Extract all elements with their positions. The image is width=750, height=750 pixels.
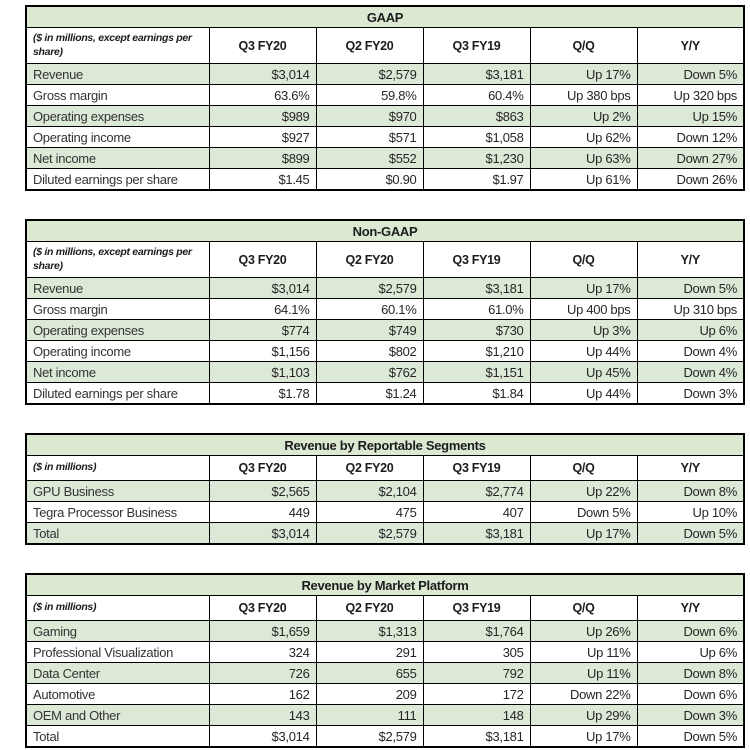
row-label: Operating expenses <box>26 320 209 341</box>
column-header: Q/Q <box>530 242 637 278</box>
column-header: Q3 FY20 <box>209 28 316 64</box>
table-header-row <box>26 596 744 621</box>
table-row <box>26 299 744 320</box>
cell-value: Up 17% <box>530 726 637 748</box>
cell-value: 64.1% <box>209 299 316 320</box>
table-row <box>26 502 744 523</box>
column-header: Y/Y <box>637 596 744 621</box>
row-label: Operating income <box>26 127 209 148</box>
row-label: Gaming <box>26 621 209 642</box>
cell-value: 60.4% <box>423 85 530 106</box>
cell-value: Up 44% <box>530 383 637 405</box>
cell-value: $863 <box>423 106 530 127</box>
cell-value: $2,579 <box>316 64 423 85</box>
row-label: Net income <box>26 148 209 169</box>
cell-value: $3,181 <box>423 278 530 299</box>
cell-value: Up 400 bps <box>530 299 637 320</box>
cell-value: $749 <box>316 320 423 341</box>
cell-value: Up 6% <box>637 320 744 341</box>
unit-note: ($ in millions) <box>26 456 209 481</box>
cell-value: Up 2% <box>530 106 637 127</box>
table-row <box>26 106 744 127</box>
table-row <box>26 169 744 191</box>
table-row <box>26 64 744 85</box>
cell-value: $3,181 <box>423 523 530 545</box>
cell-value: 162 <box>209 684 316 705</box>
row-label: Diluted earnings per share <box>26 383 209 405</box>
cell-value: $1,230 <box>423 148 530 169</box>
cell-value: Up 62% <box>530 127 637 148</box>
cell-value: Down 3% <box>637 383 744 405</box>
cell-value: Down 5% <box>637 523 744 545</box>
column-header: Q2 FY20 <box>316 28 423 64</box>
cell-value: $2,579 <box>316 523 423 545</box>
table-row <box>26 320 744 341</box>
column-header: Q3 FY20 <box>209 456 316 481</box>
cell-value: $1.84 <box>423 383 530 405</box>
row-label: Gross margin <box>26 85 209 106</box>
cell-value: 209 <box>316 684 423 705</box>
cell-value: 60.1% <box>316 299 423 320</box>
cell-value: Up 15% <box>637 106 744 127</box>
cell-value: $571 <box>316 127 423 148</box>
column-header: Q/Q <box>530 28 637 64</box>
cell-value: $2,104 <box>316 481 423 502</box>
cell-value: 655 <box>316 663 423 684</box>
table-title-row <box>26 6 744 28</box>
cell-value: Down 5% <box>637 726 744 748</box>
cell-value: $3,181 <box>423 64 530 85</box>
column-header: Q/Q <box>530 456 637 481</box>
table-revenue-by-reportable-segments <box>25 433 745 545</box>
cell-value: $3,014 <box>209 64 316 85</box>
cell-value: Up 44% <box>530 341 637 362</box>
column-header: Q3 FY20 <box>209 242 316 278</box>
table-row <box>26 148 744 169</box>
column-header: Q2 FY20 <box>316 596 423 621</box>
cell-value: $1.45 <box>209 169 316 191</box>
row-label: Operating expenses <box>26 106 209 127</box>
cell-value: Up 380 bps <box>530 85 637 106</box>
table-row <box>26 726 744 748</box>
unit-note: ($ in millions) <box>26 596 209 621</box>
column-header: Q3 FY19 <box>423 28 530 64</box>
cell-value: $730 <box>423 320 530 341</box>
row-label: Operating income <box>26 341 209 362</box>
column-header: Q2 FY20 <box>316 456 423 481</box>
row-label: Total <box>26 523 209 545</box>
cell-value: Down 3% <box>637 705 744 726</box>
cell-value: Up 320 bps <box>637 85 744 106</box>
cell-value: Up 11% <box>530 642 637 663</box>
cell-value: Up 310 bps <box>637 299 744 320</box>
row-label: Revenue <box>26 64 209 85</box>
financial-report-tables <box>25 5 750 748</box>
cell-value: Up 29% <box>530 705 637 726</box>
column-header: Y/Y <box>637 242 744 278</box>
cell-value: Up 17% <box>530 64 637 85</box>
cell-value: $762 <box>316 362 423 383</box>
row-label: Net income <box>26 362 209 383</box>
table-gaap <box>25 5 745 191</box>
row-label: Professional Visualization <box>26 642 209 663</box>
table-revenue-by-market-platform <box>25 573 745 748</box>
column-header: Y/Y <box>637 28 744 64</box>
cell-value: $2,774 <box>423 481 530 502</box>
table-row <box>26 383 744 405</box>
table-row <box>26 642 744 663</box>
cell-value: $1,103 <box>209 362 316 383</box>
cell-value: 475 <box>316 502 423 523</box>
unit-note: ($ in millions, except earnings per share) <box>26 28 209 64</box>
table-row <box>26 278 744 299</box>
table-row <box>26 705 744 726</box>
cell-value: Up 10% <box>637 502 744 523</box>
table-row <box>26 684 744 705</box>
cell-value: $3,014 <box>209 523 316 545</box>
cell-value: $1,151 <box>423 362 530 383</box>
table-non-gaap <box>25 219 745 405</box>
cell-value: 291 <box>316 642 423 663</box>
column-header: Q3 FY19 <box>423 242 530 278</box>
cell-value: 111 <box>316 705 423 726</box>
cell-value: Down 6% <box>637 684 744 705</box>
cell-value: $927 <box>209 127 316 148</box>
table-row <box>26 481 744 502</box>
cell-value: $1.24 <box>316 383 423 405</box>
cell-value: $1,659 <box>209 621 316 642</box>
row-label: GPU Business <box>26 481 209 502</box>
table-header-row <box>26 456 744 481</box>
cell-value: 172 <box>423 684 530 705</box>
cell-value: $1,058 <box>423 127 530 148</box>
cell-value: Up 11% <box>530 663 637 684</box>
cell-value: $1,313 <box>316 621 423 642</box>
row-label: Gross margin <box>26 299 209 320</box>
table-title: GAAP <box>26 6 744 28</box>
column-header: Y/Y <box>637 456 744 481</box>
cell-value: 61.0% <box>423 299 530 320</box>
table-row <box>26 663 744 684</box>
cell-value: $1.97 <box>423 169 530 191</box>
cell-value: $989 <box>209 106 316 127</box>
table-row <box>26 85 744 106</box>
cell-value: $3,014 <box>209 278 316 299</box>
table-header-row <box>26 242 744 278</box>
cell-value: Up 61% <box>530 169 637 191</box>
cell-value: Up 3% <box>530 320 637 341</box>
cell-value: Up 6% <box>637 642 744 663</box>
cell-value: Down 12% <box>637 127 744 148</box>
cell-value: 407 <box>423 502 530 523</box>
column-header: Q3 FY19 <box>423 596 530 621</box>
table-header-row <box>26 28 744 64</box>
table-title: Revenue by Reportable Segments <box>26 434 744 456</box>
table-title-row <box>26 574 744 596</box>
cell-value: Down 27% <box>637 148 744 169</box>
cell-value: 148 <box>423 705 530 726</box>
table-row <box>26 341 744 362</box>
cell-value: Down 6% <box>637 621 744 642</box>
cell-value: $802 <box>316 341 423 362</box>
cell-value: 792 <box>423 663 530 684</box>
cell-value: Up 17% <box>530 278 637 299</box>
cell-value: $774 <box>209 320 316 341</box>
cell-value: $1,210 <box>423 341 530 362</box>
unit-note: ($ in millions, except earnings per share) <box>26 242 209 278</box>
cell-value: Down 4% <box>637 362 744 383</box>
row-label: Data Center <box>26 663 209 684</box>
cell-value: Down 4% <box>637 341 744 362</box>
cell-value: Up 45% <box>530 362 637 383</box>
column-header: Q3 FY19 <box>423 456 530 481</box>
table-row <box>26 621 744 642</box>
table-title-row <box>26 434 744 456</box>
cell-value: $552 <box>316 148 423 169</box>
cell-value: Up 17% <box>530 523 637 545</box>
table-row <box>26 362 744 383</box>
column-header: Q2 FY20 <box>316 242 423 278</box>
row-label: Automotive <box>26 684 209 705</box>
cell-value: Down 5% <box>637 64 744 85</box>
cell-value: Up 63% <box>530 148 637 169</box>
cell-value: 324 <box>209 642 316 663</box>
row-label: Total <box>26 726 209 748</box>
row-label: Revenue <box>26 278 209 299</box>
cell-value: 143 <box>209 705 316 726</box>
row-label: Tegra Processor Business <box>26 502 209 523</box>
cell-value: Up 22% <box>530 481 637 502</box>
row-label: Diluted earnings per share <box>26 169 209 191</box>
row-label: OEM and Other <box>26 705 209 726</box>
cell-value: 63.6% <box>209 85 316 106</box>
cell-value: 59.8% <box>316 85 423 106</box>
cell-value: Down 5% <box>637 278 744 299</box>
cell-value: $970 <box>316 106 423 127</box>
cell-value: Down 22% <box>530 684 637 705</box>
table-row <box>26 127 744 148</box>
cell-value: $899 <box>209 148 316 169</box>
cell-value: Down 26% <box>637 169 744 191</box>
cell-value: 449 <box>209 502 316 523</box>
cell-value: $0.90 <box>316 169 423 191</box>
table-title: Revenue by Market Platform <box>26 574 744 596</box>
cell-value: Down 5% <box>530 502 637 523</box>
column-header: Q/Q <box>530 596 637 621</box>
table-title-row <box>26 220 744 242</box>
cell-value: $3,014 <box>209 726 316 748</box>
column-header: Q3 FY20 <box>209 596 316 621</box>
cell-value: $2,579 <box>316 726 423 748</box>
cell-value: $1,156 <box>209 341 316 362</box>
cell-value: Down 8% <box>637 481 744 502</box>
table-row <box>26 523 744 545</box>
table-title: Non-GAAP <box>26 220 744 242</box>
cell-value: Up 26% <box>530 621 637 642</box>
cell-value: 305 <box>423 642 530 663</box>
cell-value: $1.78 <box>209 383 316 405</box>
cell-value: Down 8% <box>637 663 744 684</box>
cell-value: 726 <box>209 663 316 684</box>
cell-value: $1,764 <box>423 621 530 642</box>
cell-value: $2,579 <box>316 278 423 299</box>
cell-value: $3,181 <box>423 726 530 748</box>
cell-value: $2,565 <box>209 481 316 502</box>
